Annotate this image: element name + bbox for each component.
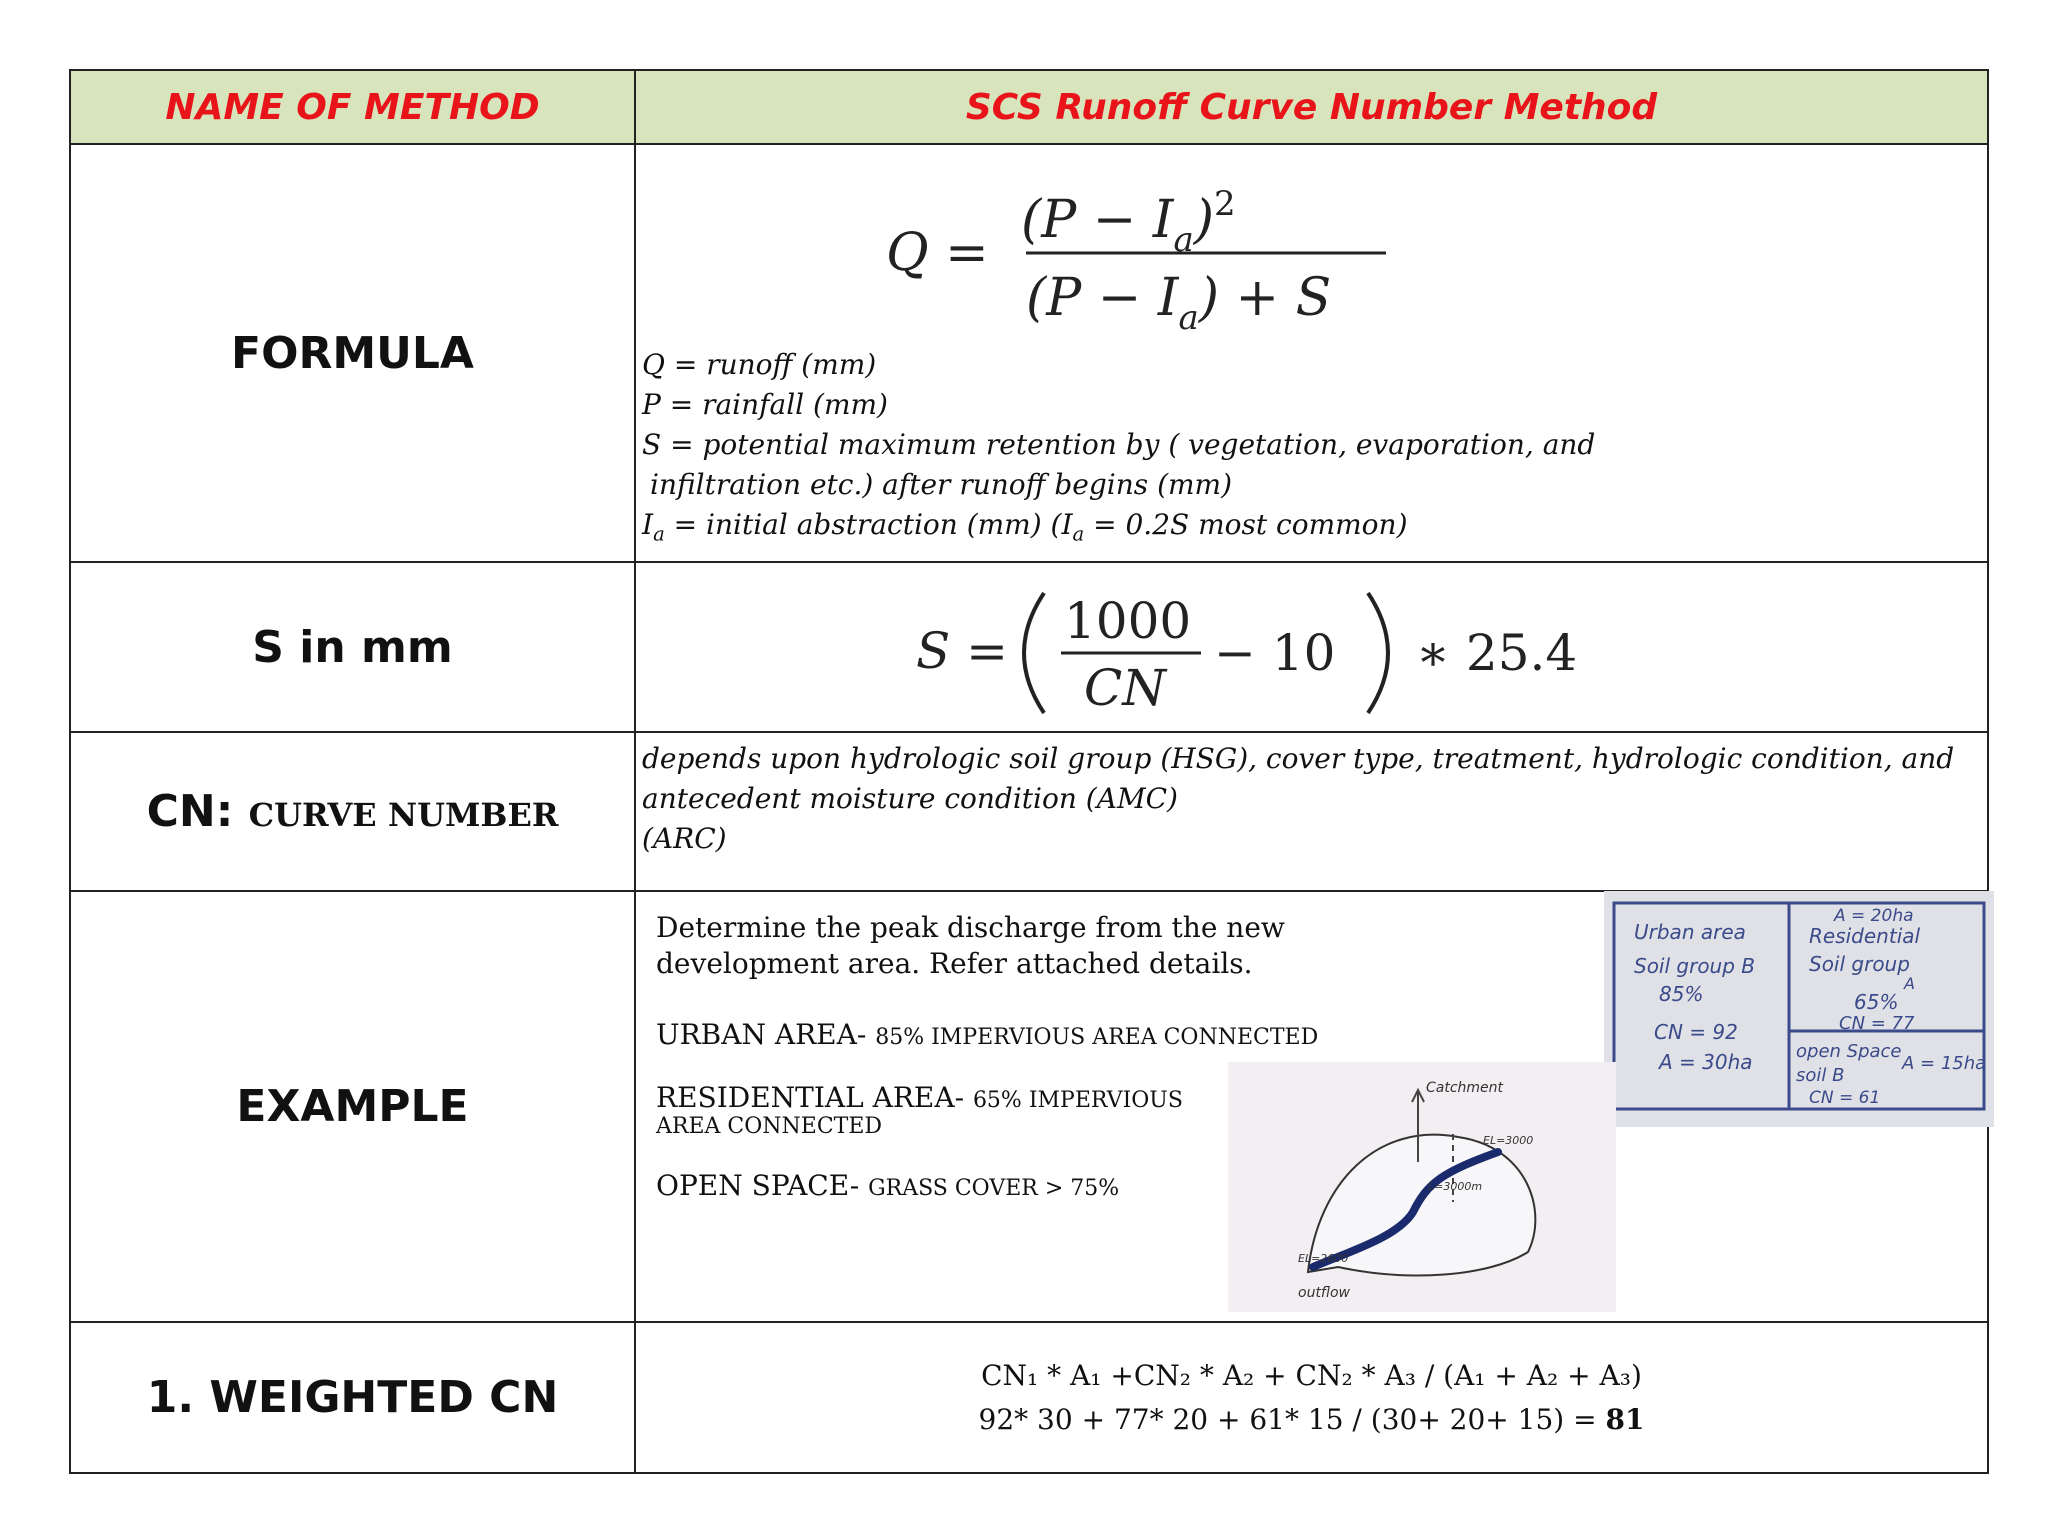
example-label-cell [70,891,635,1322]
s-label: S in mm [252,621,453,673]
eq-den-sub: a [1178,298,1199,338]
area-table-sketch [1604,891,1994,1127]
sketch-open-3: CN = 61 [1809,1088,1881,1108]
header-row [70,70,1988,144]
example-intro-2: development area. Refer attached details. [656,947,1253,980]
s-eq-den: CN [1084,659,1167,717]
cn-content-cell [635,732,1988,891]
cn-label-cell [70,732,635,891]
sketch-urban-5: A = 30ha [1659,1050,1753,1074]
eq-den-right: ) + S [1198,268,1332,328]
open-space-line: OPEN SPACE- GRASS COVER > 75% [656,1169,1120,1202]
cn-label: CN: CURVE NUMBER [146,786,559,837]
method-table [69,69,1987,1473]
svg-text:(P − Ia)2 [1021,184,1236,260]
cn-line-3: (ARC) [642,822,727,855]
weighted-label-cell [70,1322,635,1473]
el-top-label: EL=3000 [1483,1134,1534,1147]
length-label: L=3000m [1428,1180,1483,1193]
cn-description [642,739,1954,859]
s-content-cell [635,562,1988,732]
def-p: P = rainfall (mm) [642,388,888,421]
sketch-res-2: Residential [1809,924,1921,948]
weighted-label: 1. WEIGHTED CN [146,1372,559,1423]
retention-equation [916,573,1616,723]
formula-content-cell [635,144,1988,562]
example-intro-1: Determine the peak discharge from the new [656,911,1285,944]
weighted-content-cell [635,1322,1988,1473]
weighted-line-2: 92* 30 + 77* 20 + 61* 15 / (30+ 20+ 15) = 81 [978,1402,1645,1436]
runoff-equation [886,165,1486,345]
def-ia: $I_a$ = initial abstraction (mm) ($I_a = 0.2S$ most common) [642,508,1408,546]
eq-num-left: (P − I [1021,190,1174,250]
header-name-cell [70,70,635,144]
name-of-method-label: NAME OF METHOD [165,86,540,128]
residential-area-line: RESIDENTIAL AREA- 65% IMPERVIOUS [656,1081,1183,1114]
sketch-urban-2: Soil group B [1634,954,1756,978]
weighted-row [70,1322,1988,1473]
example-row [70,891,1988,1322]
sketch-open-1: open Space [1796,1041,1902,1062]
s-eq-num: 1000 [1064,592,1192,650]
catchment-sketch [1228,1062,1616,1312]
def-q: Q = runoff (mm) [642,348,877,381]
cn-line-2: antecedent moisture condition (AMC) [642,782,1178,815]
sketch-open-4: A = 15ha [1902,1053,1987,1074]
header-method-cell [635,70,1988,144]
sketch-urban-1: Urban area [1634,920,1746,944]
eq-den-left: (P − I [1026,268,1179,328]
sketch-urban-4: CN = 92 [1654,1020,1738,1044]
s-eq-mult: ∗ 25.4 [1416,624,1578,682]
urban-area-line: URBAN AREA- 85% IMPERVIOUS AREA CONNECTED [656,1018,1319,1051]
el-bottom-label: EL=2600 [1298,1252,1349,1265]
eq-num-right: ) [1193,190,1215,250]
sketch-res-6: CN = 77 [1839,1013,1915,1034]
sketch-res-3: Soil group [1809,952,1910,976]
example-text [656,910,1318,1202]
eq-num-sup: 2 [1214,184,1236,224]
cn-row [70,732,1988,891]
example-content-cell [635,891,1988,1322]
formula-label-cell [70,144,635,562]
eq-lhs: Q = [886,223,989,283]
weighted-line-1: CN₁ * A₁ +CN₂ * A₂ + CN₂ * A₃ / (A₁ + A₂ + A₃) [981,1358,1642,1392]
residential-area-line-2: AREA CONNECTED [656,1114,883,1139]
formula-row [70,144,1988,562]
example-label: EXAMPLE [236,1081,469,1132]
left-paren [1024,593,1044,713]
formula-label: FORMULA [231,327,474,379]
method-grid [69,69,1989,1474]
weighted-formula [636,1354,1987,1442]
sketch-res-4: A [1904,974,1915,993]
s-eq-rest: − 10 [1214,624,1336,682]
def-s: S = potential maximum retention by ( vegetation, evaporation, and [642,428,1596,461]
sketch-urban-3: 85% [1659,982,1704,1006]
method-title: SCS Runoff Curve Number Method [965,86,1658,128]
svg-text:(P − Ia) + S [1026,268,1331,338]
def-s-cont: infiltration etc.) after runoff begins (mm) [650,468,1233,501]
sketch-open-2: soil B [1796,1065,1845,1086]
sketch-res-5: 65% [1854,990,1899,1014]
formula-definitions [642,345,1595,555]
sketch-res-1: A = 20ha [1834,906,1914,926]
s-eq-lhs: S = [916,622,1009,680]
outflow-label: outflow [1298,1285,1350,1301]
s-row [70,562,1988,732]
cn-line-1: depends upon hydrologic soil group (HSG), cover type, treatment, hydrologic condition, and [642,742,1955,775]
weighted-result: 81 [1605,1402,1645,1436]
catchment-label: Catchment [1426,1080,1504,1096]
eq-num-sub: a [1173,220,1194,260]
s-label-cell [70,562,635,732]
right-paren [1368,593,1388,713]
